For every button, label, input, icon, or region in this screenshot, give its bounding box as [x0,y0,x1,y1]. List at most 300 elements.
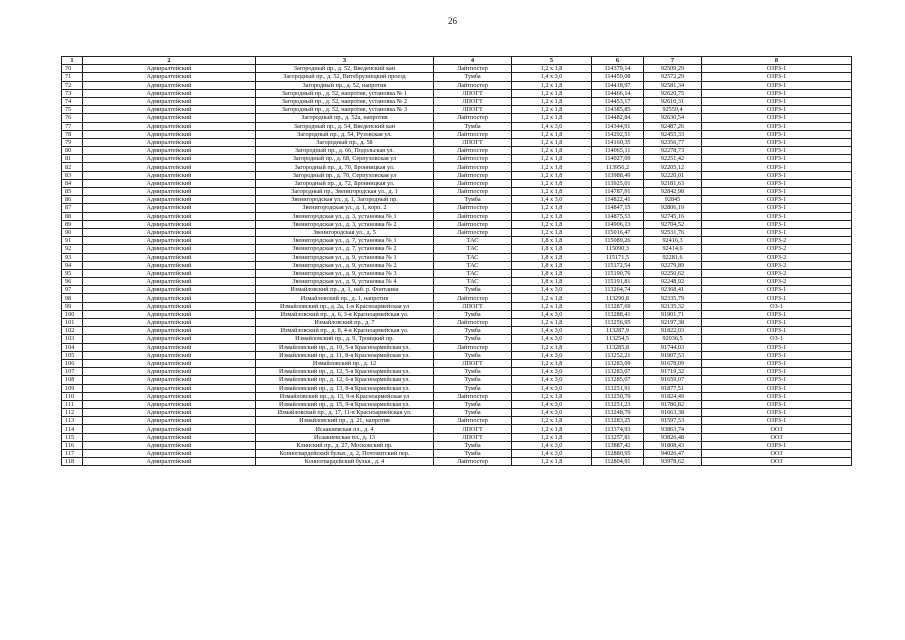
table-cell: 1,8 х 1,8 [512,237,592,245]
table-cell: 91678,09 [644,359,702,367]
table-cell: Измайловский пр., д. 2а, 1-я Красноармейская ул [256,302,434,310]
table-cell: ОЗРЗ-1 [702,147,852,155]
table-cell: Лайтпостер [434,179,512,187]
table-cell: Загородный пр., д. 70, Бронницкая ул. [256,163,434,171]
table-cell: 92335,79 [644,294,702,302]
table-row [62,114,852,122]
table-cell: 92278,73 [644,147,702,155]
table-cell: 1,2 х 1,8 [512,171,592,179]
table-cell: 1,8 х 1,8 [512,253,592,261]
table-cell: ЛПОГТ [434,425,512,433]
table-row [62,269,852,277]
table-cell: 1,2 х 1,8 [512,228,592,236]
table-cell: Лайтпостер [434,188,512,196]
table-cell: 93863,74 [644,425,702,433]
table-cell: Измайловский пр., д. 10, 5-я Красноармейская ул. [256,343,434,351]
table-row [62,179,852,187]
table-cell: Измайловский пр., д. 12 [256,359,434,367]
table-cell: Адмиралтейский [83,269,256,277]
table-cell: 1,2 х 1,8 [512,343,592,351]
table-cell: 113290,8 [592,294,644,302]
table-cell: Адмиралтейский [83,441,256,449]
table-cell: ОЗРЗ-1 [702,188,852,196]
table-cell: 1,4 х 3,0 [512,73,592,81]
table-cell: Адмиралтейский [83,351,256,359]
table-row [62,228,852,236]
table-cell: 113251,23 [592,400,644,408]
table-cell: 72 [62,81,83,89]
table-cell: Адмиралтейский [83,327,256,335]
table-row [62,65,852,73]
table-cell: 92220,01 [644,171,702,179]
table-cell: ОЗРЗ-1 [702,409,852,417]
table-cell: Адмиралтейский [83,204,256,212]
table-cell: Измайловский пр., д. 7 [256,319,434,327]
table-row [62,220,852,228]
table-row [62,433,852,441]
table-cell: ТАС [434,261,512,269]
table-cell: Адмиралтейский [83,81,256,89]
header-cell: 3 [256,57,434,65]
table-cell: ОЗРЗ-1 [702,417,852,425]
table-cell: Звенигородская ул., д. 9, установка № 2 [256,261,434,269]
table-cell: 92281,6 [644,253,702,261]
table-cell: 1,2 х 1,8 [512,212,592,220]
table-cell: 81 [62,155,83,163]
table-cell: 109 [62,384,83,392]
table-cell: ОЗРЗ-1 [702,228,852,236]
table-cell: 1,4 х 3,0 [512,376,592,384]
table-cell: Загородный пр., д. 70, Серпуховская ул [256,171,434,179]
table-cell: Адмиралтейский [83,188,256,196]
table-row [62,294,852,302]
table-cell: Адмиралтейский [83,425,256,433]
table-cell: 70 [62,65,83,73]
table-cell: 113285,8 [592,343,644,351]
table-cell: 92205,12 [644,163,702,171]
table-cell: 100 [62,310,83,318]
table-cell: 92248,92 [644,278,702,286]
table-cell: 91786,82 [644,400,702,408]
header-cell: 5 [512,57,592,65]
table-cell: Адмиралтейский [83,122,256,130]
table-cell: Тумба [434,409,512,417]
table-cell: Адмиралтейский [83,286,256,294]
table-cell: Измайловский пр., д. 11, 8-я Красноармейская ул. [256,351,434,359]
table-cell: ОЗРЗ-1 [702,114,852,122]
table-row [62,73,852,81]
table-cell: 114379,14 [592,65,644,73]
table-cell: ОЗРЗ-2 [702,269,852,277]
table-cell: Адмиралтейский [83,319,256,327]
table-cell: 80 [62,147,83,155]
table-cell: 114065,11 [592,147,644,155]
table-cell: 1,4 х 3,0 [512,286,592,294]
table-cell: ОЗРЗ-1 [702,400,852,408]
table-cell: ОЗРЗ-1 [702,359,852,367]
table-cell: ОЗ-1 [702,335,852,343]
table-cell: Лайтпостер [434,163,512,171]
table-cell: 92197,38 [644,319,702,327]
table-cell: 82 [62,163,83,171]
table-cell: 113250,79 [592,392,644,400]
table-cell: 86 [62,196,83,204]
table-cell: Адмиралтейский [83,368,256,376]
table-cell: ОЗРЗ-1 [702,196,852,204]
table-cell: 113285,07 [592,376,644,384]
table-cell: 92845 [644,196,702,204]
table-row [62,138,852,146]
table-cell: Загородный пр., д. 52, напротив, установка № 3 [256,106,434,114]
table-cell: Измайловский пр., д. 9, Троицкий пр. [256,335,434,343]
header-cell: 6 [592,57,644,65]
table-cell: 92745,16 [644,212,702,220]
table-cell: ЛПОГТ [434,359,512,367]
table-cell: Тумба [434,376,512,384]
table-cell: 114418,97 [592,81,644,89]
table-cell: Звенигородская ул., д. 3, установка № 1 [256,212,434,220]
table-cell: 118 [62,458,83,466]
table-cell: 1,4 х 3,0 [512,351,592,359]
table-cell: 92842,98 [644,188,702,196]
table-cell: ООЗ [702,458,852,466]
table-row [62,147,852,155]
table-cell: Исаакиевская пл., д. 13 [256,433,434,441]
table-cell: 1,2 х 1,8 [512,155,592,163]
table-cell: Звенигородская ул., д. 9, установка № 1 [256,253,434,261]
table-row [62,163,852,171]
table-cell: 113264,74 [592,286,644,294]
table-cell: 103 [62,335,83,343]
table-cell: 92620,75 [644,89,702,97]
table-cell: 1,2 х 1,8 [512,163,592,171]
table-cell: 114385,85 [592,106,644,114]
table-row [62,155,852,163]
table-cell: 1,2 х 1,8 [512,359,592,367]
table-cell: 87 [62,204,83,212]
table-cell: ОЗРЗ-1 [702,65,852,73]
table-cell: Тумба [434,196,512,204]
header-cell: 4 [434,57,512,65]
table-cell: Измайловский пр., д. 17, 11-я Красноармейская ул. [256,409,434,417]
table-row [62,441,852,449]
table-row [62,130,852,138]
table-row [62,384,852,392]
table-cell: 114822,41 [592,196,644,204]
table-cell: 92487,26 [644,122,702,130]
table-cell: ОЗРЗ-1 [702,73,852,81]
table-cell: Измайловский пр., д. 6, 3-я Красноармейская ул. [256,310,434,318]
table-cell: 114027,09 [592,155,644,163]
table-cell: 113283,25 [592,417,644,425]
table-cell: Тумба [434,286,512,294]
page-number: 26 [448,16,457,26]
table-cell: ОЗРЗ-1 [702,392,852,400]
table-cell: Тумба [434,327,512,335]
table-cell: ОЗРЗ-1 [702,294,852,302]
table-cell: 92356,77 [644,138,702,146]
table-cell: 92455,33 [644,130,702,138]
table-cell: ОЗРЗ-2 [702,261,852,269]
table-cell: 1,4 х 3,0 [512,327,592,335]
table-row [62,286,852,294]
table-cell: 113 [62,417,83,425]
table-row [62,376,852,384]
table-row [62,368,852,376]
table-row [62,245,852,253]
table-cell: 114459,08 [592,73,644,81]
table-cell: 91719,32 [644,368,702,376]
table-cell: 1,4 х 3,0 [512,122,592,130]
table-cell: ОЗРЗ-1 [702,376,852,384]
table-cell: 112 [62,409,83,417]
table-cell: 114847,15 [592,204,644,212]
table-cell: Тумба [434,450,512,458]
table-cell: 1,2 х 1,8 [512,392,592,400]
table-cell: ОЗРЗ-1 [702,89,852,97]
table-cell: 1,2 х 1,8 [512,204,592,212]
table-cell: ОЗРЗ-1 [702,106,852,114]
table-cell: Конногвардейский бульв., д. 2, Почтамтский пер. [256,450,434,458]
table-cell: ОЗРЗ-1 [702,286,852,294]
table-cell: ЛПОГТ [434,97,512,105]
table-cell: 1,8 х 1,8 [512,269,592,277]
table-cell: Адмиралтейский [83,359,256,367]
table-cell: Загородный пр., д. 52, Введенский кан [256,65,434,73]
table-cell: Лайтпостер [434,130,512,138]
table-cell: ЛПОГТ [434,302,512,310]
table-cell: Загородный пр., д. 52, напротив, установка № 1 [256,89,434,97]
table-cell: ТАС [434,269,512,277]
table-cell: 91744,03 [644,343,702,351]
table-cell: ОЗРЗ-2 [702,253,852,261]
table-cell: 92581,34 [644,81,702,89]
table-cell: Загородный пр., д. 54, Введенский кан [256,122,434,130]
table-cell: Измайловский пр., д. 13, 8-я Красноармейская ул. [256,384,434,392]
table-cell: Конногвардейский бульв., д. 4 [256,458,434,466]
table-cell: 75 [62,106,83,114]
table-cell: Адмиралтейский [83,417,256,425]
table-cell: Адмиралтейский [83,65,256,73]
table-cell: 91824,49 [644,392,702,400]
table-cell: ОЗРЗ-2 [702,237,852,245]
table-cell: Загородный пр., д. 58 [256,138,434,146]
table-row [62,335,852,343]
table-cell: Адмиралтейский [83,130,256,138]
table-cell: ОЗРЗ-1 [702,179,852,187]
table-cell: 114466,14 [592,89,644,97]
table-row [62,204,852,212]
table-cell: Звенигородская ул., д. 7, установка № 2 [256,245,434,253]
table-cell: 115089,26 [592,237,644,245]
table-cell: Загородный пр., д. 52а, напротив [256,114,434,122]
table-cell: 92416,3 [644,237,702,245]
table-cell: Измайловский пр., д. 1, наб. р. Фонтанки [256,286,434,294]
table-cell: Тумба [434,310,512,318]
table-cell: 102 [62,327,83,335]
table-cell: ТАС [434,237,512,245]
table-cell: 92806,19 [644,204,702,212]
table-cell: Лайтпостер [434,220,512,228]
table-cell: Тумба [434,73,512,81]
table-cell: 1,2 х 1,8 [512,458,592,466]
table-cell: 74 [62,97,83,105]
table-cell: 117 [62,450,83,458]
table-cell: 71 [62,73,83,81]
table-cell: Лайтпостер [434,147,512,155]
table-cell: Адмиралтейский [83,450,256,458]
table-cell: 97 [62,286,83,294]
table-cell: Адмиралтейский [83,343,256,351]
table-cell: 79 [62,138,83,146]
table-cell: Измайловский пр., д. 12, 6-я Красноармейская ул. [256,376,434,384]
table-cell: Загородный пр., д. 66, Подольская ул. [256,147,434,155]
table-cell: 1,2 х 1,8 [512,319,592,327]
table-cell: 90 [62,228,83,236]
table-cell: Лайтпостер [434,81,512,89]
table-cell: 114787,91 [592,188,644,196]
table-cell: Адмиралтейский [83,310,256,318]
table-cell: Звенигородская ул., д. 1, корп. 2 [256,204,434,212]
table-cell: 112880,95 [592,450,644,458]
table-cell: Звенигородская ул., д. 9, установка № 4 [256,278,434,286]
table-cell: ЛПОГТ [434,433,512,441]
table-row [62,400,852,408]
table-cell: Адмиралтейский [83,261,256,269]
table-cell: 94 [62,261,83,269]
table-cell: ТАС [434,253,512,261]
table-cell: 92704,52 [644,220,702,228]
table-cell: Измайловский пр., д. 1, напротив [256,294,434,302]
table-cell: 1,4 х 3,0 [512,335,592,343]
table-cell: 92610,31 [644,97,702,105]
table-cell: 113288,41 [592,310,644,318]
header-cell: 1 [62,57,83,65]
table-row [62,425,852,433]
table-cell: Адмиралтейский [83,171,256,179]
table-cell: 113256,95 [592,319,644,327]
table-cell: ОЗРЗ-1 [702,220,852,228]
table-cell: 1,2 х 1,8 [512,425,592,433]
table-cell: ОЗРЗ-1 [702,122,852,130]
table-cell: 92559,4 [644,106,702,114]
table-cell: ЛПОГТ [434,89,512,97]
table-cell: Адмиралтейский [83,409,256,417]
table-cell: ОЗРЗ-1 [702,212,852,220]
table-cell: Адмиралтейский [83,335,256,343]
table-cell: 92279,89 [644,261,702,269]
table-cell: Лайтпостер [434,204,512,212]
table-cell: ТАС [434,245,512,253]
table-row [62,343,852,351]
table-cell: 115090,3 [592,245,644,253]
table-cell: Адмиралтейский [83,237,256,245]
table-cell: Тумба [434,400,512,408]
table-cell: Адмиралтейский [83,458,256,466]
table-cell: 92 [62,245,83,253]
table-body [62,65,852,466]
table-cell: 1,2 х 1,8 [512,81,592,89]
table-cell: 110 [62,392,83,400]
table-cell: 76 [62,114,83,122]
table-row [62,278,852,286]
table-cell: 115016,47 [592,228,644,236]
table-cell: 93 [62,253,83,261]
table-cell: ОЗРЗ-1 [702,138,852,146]
table-cell: Тумба [434,441,512,449]
table-row [62,171,852,179]
table-cell: 106 [62,359,83,367]
table-cell: 92036,5 [644,335,702,343]
table-cell: 1,2 х 1,8 [512,188,592,196]
table-row [62,417,852,425]
table-cell: Тумба [434,351,512,359]
table-cell: ОЗРЗ-1 [702,155,852,163]
table-cell: 1,4 х 3,0 [512,368,592,376]
table-cell: ОЗРЗ-1 [702,97,852,105]
table-cell: 91822,03 [644,327,702,335]
table-cell: Клинский пр., д. 27, Московский пр. [256,441,434,449]
table-cell: 116 [62,441,83,449]
table-cell: 101 [62,319,83,327]
table-cell: Адмиралтейский [83,147,256,155]
table-cell: 99 [62,302,83,310]
table-cell: 91907,53 [644,351,702,359]
table-cell: 113287,69 [592,302,644,310]
table-row [62,261,852,269]
table-cell: Лайтпостер [434,155,512,163]
table-cell: Адмиралтейский [83,212,256,220]
table-cell: Адмиралтейский [83,89,256,97]
table-cell: 92135,32 [644,302,702,310]
table-cell: 113988,49 [592,171,644,179]
table-cell: Загородный пр., д. 68, Серпуховская ул [256,155,434,163]
table-cell: Звенигородская ул., д. 1, Загородный пр. [256,196,434,204]
header-cell: 8 [702,57,852,65]
table-cell: 113925,01 [592,179,644,187]
table-cell: 96 [62,278,83,286]
table-cell: 112804,91 [592,458,644,466]
table-cell: Адмиралтейский [83,228,256,236]
table-row [62,302,852,310]
table-cell: Адмиралтейский [83,196,256,204]
table-cell: 91877,51 [644,384,702,392]
table-cell: Загородный пр., д. 52, напротив [256,81,434,89]
header-cell: 7 [644,57,702,65]
table-cell: ТАС [434,278,512,286]
table-row [62,97,852,105]
table-cell: 1,2 х 1,8 [512,302,592,310]
registry-table [61,56,852,466]
table-cell: Адмиралтейский [83,294,256,302]
table-cell: ОЗРЗ-2 [702,245,852,253]
table-cell: 95 [62,269,83,277]
table-row [62,122,852,130]
table-cell: 1,4 х 3,0 [512,450,592,458]
table-cell: 1,4 х 3,0 [512,384,592,392]
table-cell: Адмиралтейский [83,376,256,384]
table-cell: 88 [62,212,83,220]
table-cell: 114875,53 [592,212,644,220]
table-cell: 113374,93 [592,425,644,433]
table-cell: Адмиралтейский [83,220,256,228]
table-cell: 115172,54 [592,261,644,269]
table-cell: 113251,91 [592,384,644,392]
table-cell: 83 [62,171,83,179]
table-cell: Загородный пр., д. 54, Рузовская ул. [256,130,434,138]
table-cell: ОЗРЗ-1 [702,163,852,171]
table-cell: ОЗРЗ-1 [702,368,852,376]
